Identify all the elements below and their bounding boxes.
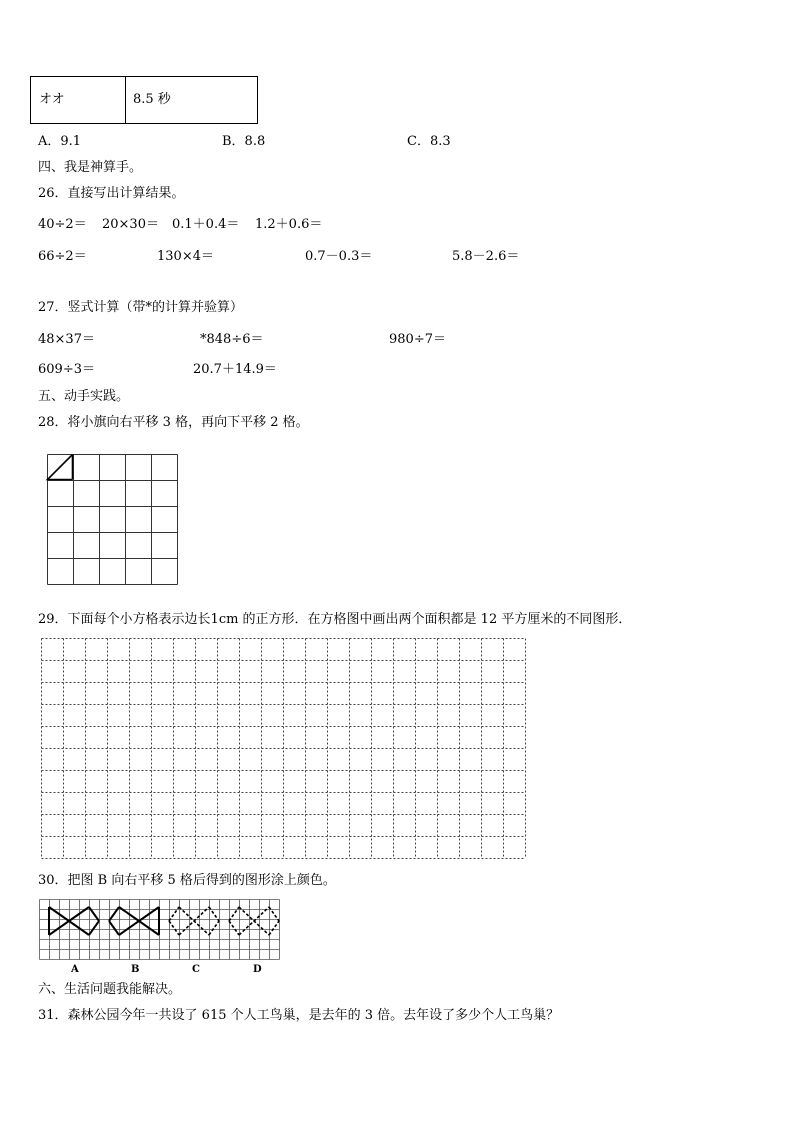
flag-shape (48, 455, 73, 480)
q26-item: 66÷2＝ (38, 249, 87, 264)
q26-item: 20×30＝ (102, 217, 159, 232)
option-b: B．8.8 (222, 134, 266, 149)
q29-prompt: 29．下面每个小方格表示边长1cm 的正方形．在方格图中画出两个面积都是 12 平方厘米的不同图形． (38, 612, 632, 627)
q27-item: 20.7＋14.9＝ (193, 362, 277, 377)
figure-label-b: B (131, 964, 140, 975)
q28-prompt: 28．将小旗向右平移 3 格，再向下平移 2 格。 (38, 415, 309, 430)
section-5-heading: 五、动手实践。 (38, 389, 130, 404)
q27-prompt: 27．竖式计算（带*的计算并验算） (38, 300, 244, 315)
q27-item: 980÷7＝ (389, 332, 446, 347)
q27-item: 609÷3＝ (38, 362, 95, 377)
q26-item: 0.1＋0.4＝ (172, 217, 240, 232)
result-table (30, 76, 258, 124)
section-6-heading: 六、生活问题我能解决。 (38, 982, 182, 997)
q26-item: 1.2＋0.6＝ (255, 217, 323, 232)
q27-item: *848÷6＝ (200, 332, 264, 347)
flag-grid (47, 454, 178, 585)
table-name: オオ (39, 92, 65, 107)
q26-item: 5.8－2.6＝ (452, 249, 520, 264)
figure-label-c: C (192, 964, 200, 975)
section-4-heading: 四、我是神算手。 (38, 160, 143, 175)
q26-prompt: 26．直接写出计算结果。 (38, 186, 185, 201)
translation-grid (39, 899, 281, 961)
q26-item: 40÷2＝ (38, 217, 87, 232)
figure-a (49, 907, 99, 935)
table-name-cell (31, 77, 126, 123)
figure-label-d: D (253, 964, 262, 975)
figure-c (169, 907, 219, 935)
table-time: 8.5 秒 (133, 92, 171, 107)
option-c: C．8.3 (407, 134, 451, 149)
q27-item: 48×37＝ (38, 332, 95, 347)
option-a: A．9.1 (38, 134, 82, 149)
figure-d (229, 907, 279, 935)
figure-label-a: A (71, 964, 79, 975)
q26-item: 0.7－0.3＝ (305, 249, 373, 264)
q26-item: 130×4＝ (157, 249, 214, 264)
dotted-grid (41, 638, 527, 860)
q30-prompt: 30．把图 B 向右平移 5 格后得到的图形涂上颜色。 (38, 873, 336, 888)
figure-b (109, 907, 159, 935)
q31-prompt: 31．森林公园今年一共设了 615 个人工鸟巢，是去年的 3 倍。去年设了多少个人工鸟巢？ (38, 1008, 560, 1023)
